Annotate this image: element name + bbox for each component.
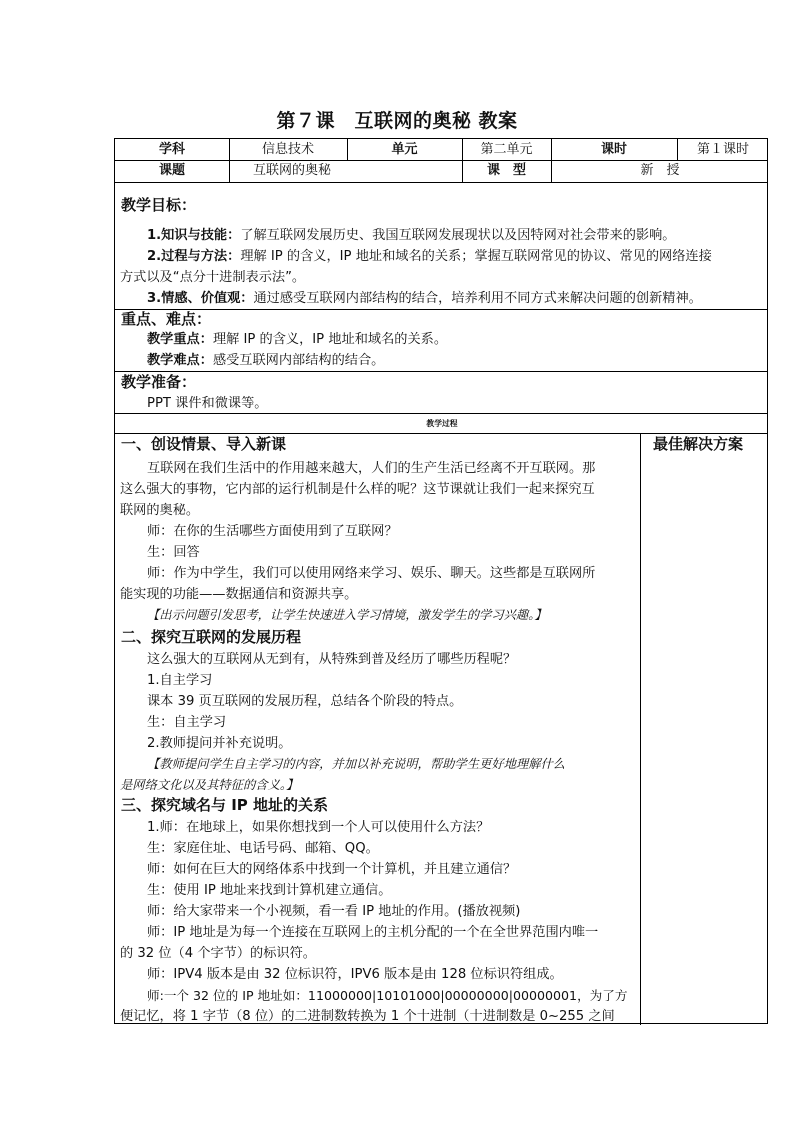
rule: [115, 182, 767, 183]
side-heading: 最佳解决方案: [653, 435, 744, 453]
s1-a1: 生：回答: [147, 545, 200, 560]
type-label: 课 型: [486, 163, 526, 178]
goal-1: 1.知识与技能：了解互联网发展历史、我国互联网发展现状以及因特网对社会带来的影响。: [147, 228, 676, 243]
s3-l6a: 师：IP 地址是为每一个连接在互联网上的主机分配的一个在全世界范围内唯一: [147, 925, 599, 940]
section-3-heading: 三、探究域名与 IP 地址的关系: [121, 796, 329, 814]
subject-label: 学科: [158, 142, 185, 157]
page-title: 第７课 互联网的奥秘 教案: [276, 110, 518, 132]
unit-value: 第二单元: [480, 142, 533, 157]
section-1-heading: 一、创设情景、导入新课: [121, 435, 287, 453]
rule: [115, 309, 767, 310]
s2-note-b: 是网络文化以及其特征的含义。】: [120, 778, 299, 792]
prep-heading: 教学准备：: [121, 373, 197, 391]
keypoint-1: 教学重点：理解 IP 的含义，IP 地址和域名的关系。: [147, 332, 448, 347]
keypoints-heading: 重点、难点：: [121, 310, 212, 328]
s3-l3: 师：如何在巨大的网络体系中找到一个计算机，并且建立通信？: [147, 862, 517, 877]
s1-note: 【出示问题引发思考，让学生快速进入学习情境，激发学生的学习兴趣。】: [147, 608, 547, 622]
goal-2: 2.过程与方法：理解 IP 的含义，IP 地址和域名的关系；掌握互联网常见的协议、常见的网络连接: [147, 249, 712, 264]
period-label: 课时: [600, 142, 627, 157]
process-heading: 教学过程: [426, 419, 458, 428]
keypoint-2: 教学难点：感受互联网内部结构的结合。: [147, 353, 385, 368]
s2-i2: 2.教师提问并补充说明。: [147, 736, 292, 751]
s3-l1: 1.师：在地球上，如果你想找到一个人可以使用什么方法？: [147, 820, 490, 835]
goals-heading: 教学目标：: [121, 196, 197, 214]
s3-l7: 师：IPV4 版本是由 32 位标识符，IPV6 版本是由 128 位标识符组成。: [147, 967, 563, 982]
goal-3: 3.情感、价值观：通过感受互联网内部结构的结合，培养利用不同方式来解决问题的创新精神。: [147, 291, 702, 306]
s3-l8a: 师:一个 32 位的 IP 地址如：11000000|10101000|00000000|00000001，为了方: [147, 988, 628, 1003]
s2-note-a: 【教师提问学生自主学习的内容，并加以补充说明，帮助学生更好地理解什么: [147, 757, 566, 771]
lesson-plan-table: [114, 138, 768, 1024]
s2-p1: 这么强大的互联网从无到有，从特殊到普及经历了哪些历程呢？: [147, 652, 517, 667]
type-value: 新 授: [640, 163, 680, 178]
s1-p1c: 联网的奥秘。: [120, 503, 200, 518]
s1-t1a: 师：作为中学生，我们可以使用网络来学习、娱乐、聊天。这些都是互联网所: [147, 566, 596, 581]
section-2-heading: 二、探究互联网的发展历程: [121, 628, 302, 646]
period-value: 第１课时: [696, 142, 749, 157]
rule: [115, 371, 767, 372]
unit-label: 单元: [391, 142, 418, 157]
goal-2-cont: 方式以及“点分十进制表示法”。: [120, 270, 306, 285]
s3-l5: 师：给大家带来一个小视频，看一看 IP 地址的作用。(播放视频): [147, 904, 521, 919]
s1-q1: 师：在你的生活哪些方面使用到了互联网？: [147, 524, 398, 539]
s1-p1a: 互联网在我们生活中的作用越来越大，人们的生产生活已经离不开互联网。那: [147, 461, 596, 476]
s3-l2: 生：家庭住址、电话号码、邮箱、QQ。: [147, 841, 379, 856]
s2-i1-ans: 生：自主学习: [147, 715, 227, 730]
s1-p1b: 这么强大的事物，它内部的运行机制是什么样的呢？这节课就让我们一起来探究互: [120, 482, 595, 497]
s3-l6b: 的 32 位（4 个字节）的标识符。: [120, 946, 316, 961]
prep-text: PPT 课件和微课等。: [147, 396, 268, 411]
subject-value: 信息技术: [261, 142, 314, 157]
topic-value: 互联网的奥秘: [253, 163, 332, 178]
s2-i1-text: 课本 39 页互联网的发展历程，总结各个阶段的特点。: [147, 694, 463, 709]
topic-label: 课题: [158, 163, 185, 178]
s1-t1b: 能实现的功能——数据通信和资源共享。: [120, 587, 358, 602]
s3-l8b: 便记忆，将 1 字节（8 位）的二进制数转换为 1 个十进制（十进制数是 0~255 之间: [120, 1009, 615, 1024]
s3-l4: 生：使用 IP 地址来找到计算机建立通信。: [147, 883, 392, 898]
s2-i1: 1.自主学习: [147, 673, 213, 688]
